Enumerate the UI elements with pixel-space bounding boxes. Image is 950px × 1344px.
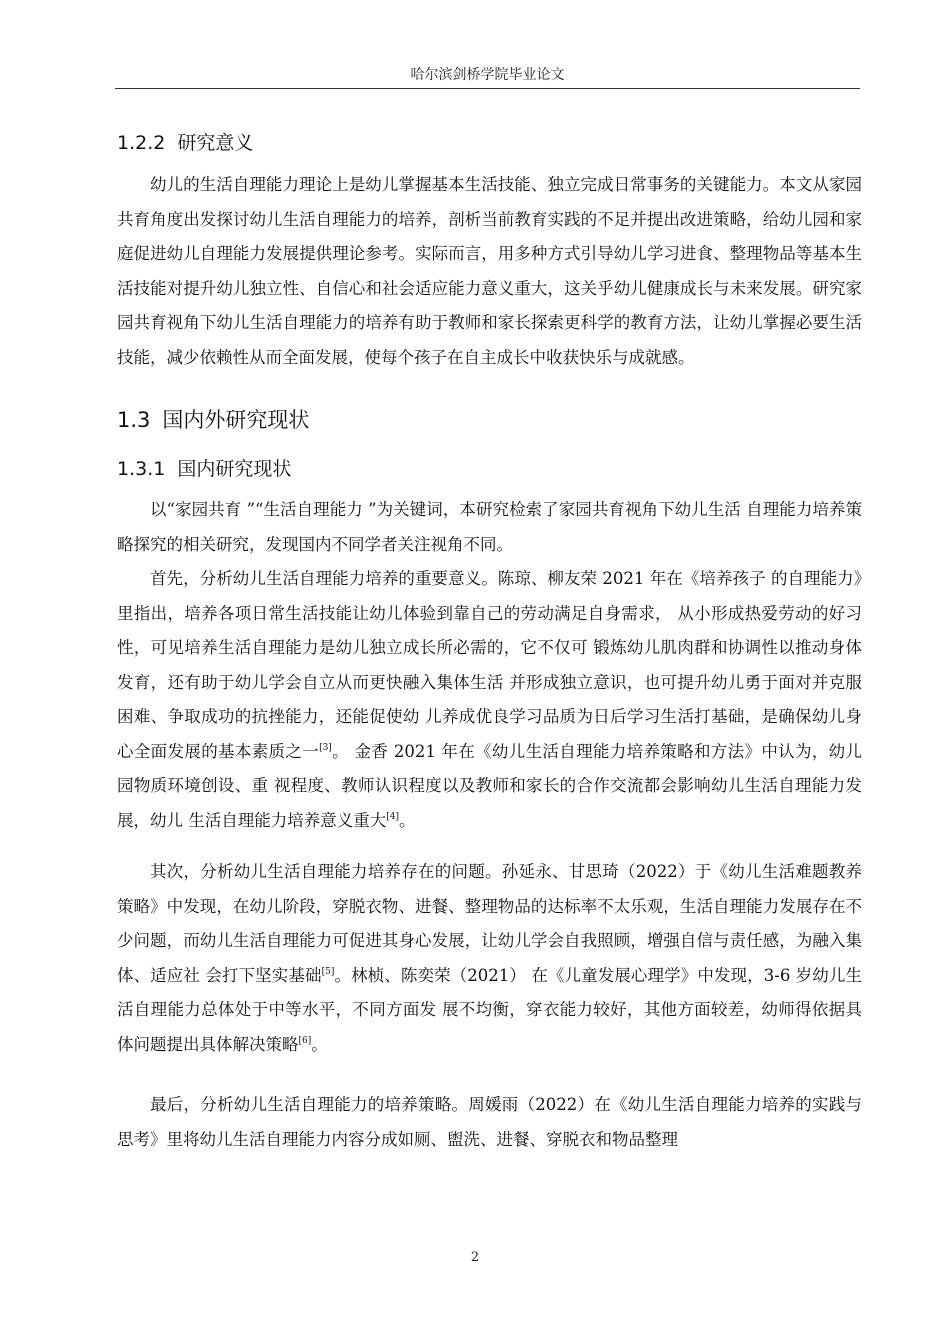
paragraph-strategies: 最后，分析幼儿生活自理能力的培养策略。周媛雨（2022）在《幼儿生活自理能力培养的实践与思考》里将幼儿生活自理能力内容分成如厕、盥洗、进餐、穿脱衣和物品整理 — [117, 1095, 862, 1149]
paragraph-text: 。 — [399, 810, 416, 830]
paragraph-text: 。林桢、陈奕荣（2021） 在《儿童发展心理学》中发现，3-6 岁幼儿生活自理能力总体处于中等水平，不同方面发 展不均衡，穿衣能力较好，其他方面较差，幼师得依据具体问题提出具体解决策略 — [117, 965, 862, 1054]
paragraph-text: 首先，分析幼儿生活自理能力培养的重要意义。陈琼、柳友荣 2021 年在《培养孩子 的自理能力》里指出，培养各项日常生活技能让幼儿体验到靠自己的劳动满足自身需求， 从小形成热爱劳动的好习性，可见培养生活自理能力是幼儿独立成长所必需的，它不仅可 锻炼幼儿肌肉群和协调性以推动身体发育，还有助于幼儿学会自立从而更快融入集体生活 并形成独立意识，也可提升幼儿勇于面对并克服困难、争取成功的抗挫能力，还能促使幼 儿养成优良学习品质为日后学习生活打基础，是确保幼儿身心全面发展的基本素质之一 — [117, 569, 862, 761]
page-number: 2 — [470, 1250, 480, 1265]
paragraph-problems — [117, 855, 862, 1062]
section-heading-1-3-1 — [117, 454, 291, 481]
header-rule — [115, 88, 860, 89]
paragraph-text: 其次，分析幼儿生活自理能力培养存在的问题。孙延永、甘思琦（2022）于《幼儿生活难题教养策略》中发现，在幼儿阶段，穿脱衣物、进餐、整理物品的达标率不太乐观，生活自理能力发展存在不少问题，而幼儿生活自理能力可促进其身心发展，让幼儿学会自我照顾，增强自信与责任感，为融入集体、适应社 会打下坚实基础 — [117, 862, 862, 985]
citation-ref: [4] — [386, 811, 399, 822]
section-title: 国内外研究现状 — [162, 408, 310, 432]
section-heading-1-3 — [117, 404, 309, 434]
section-title: 研究意义 — [177, 132, 254, 154]
paragraph-text: 。 金香 2021 年在《幼儿生活自理能力培养策略和方法》中认为，幼儿园物质环境创设、重 视程度、教师认识程度以及教师和家长的合作交流都会影响幼儿生活自理能力发展，幼儿 生活自理能力培养意义重大 — [117, 741, 863, 830]
paragraph-keywords: 以“家园共育 ”“生活自理能力 ”为关键词，本研究检索了家园共育视角下幼儿生活 自理能力培养策略探究的相关研究，发现国内不同学者关注视角不同。 — [117, 500, 862, 554]
paragraph-text: 。 — [311, 1034, 328, 1054]
section-heading-1-2-2 — [117, 128, 253, 155]
section-number: 1.3 — [117, 408, 151, 432]
citation-ref: [6] — [298, 1035, 312, 1046]
paragraph-research-significance: 幼儿的生活自理能力理论上是幼儿掌握基本生活技能、独立完成日常事务的关键能力。本文从家园共育角度出发探讨幼儿生活自理能力的培养，剖析当前教育实践的不足并提出改进策略，给幼儿园和家庭促进幼儿自理能力发展提供理论参考。实际而言，用多种方式引导幼儿学习进食、整理物品等基本生活技能对提升幼儿独立性、自信心和社会适应能力意义重大，这关乎幼儿健康成长与未来发展。研究家园共育视角下幼儿生活自理能力的培养有助于教师和家长探索更科学的教育方法，让幼儿掌握必要生活技能，减少依赖性从而全面发展，使每个孩子在自主成长中收获快乐与成就感。 — [117, 175, 862, 367]
citation-ref: [3] — [319, 742, 332, 753]
citation-ref: [5] — [321, 966, 335, 977]
paragraph-importance — [117, 562, 862, 838]
section-number: 1.2.2 — [117, 132, 166, 154]
section-number: 1.3.1 — [117, 458, 166, 480]
section-title: 国内研究现状 — [177, 458, 292, 480]
running-header: 哈尔滨剑桥学院毕业论文 — [410, 67, 565, 83]
